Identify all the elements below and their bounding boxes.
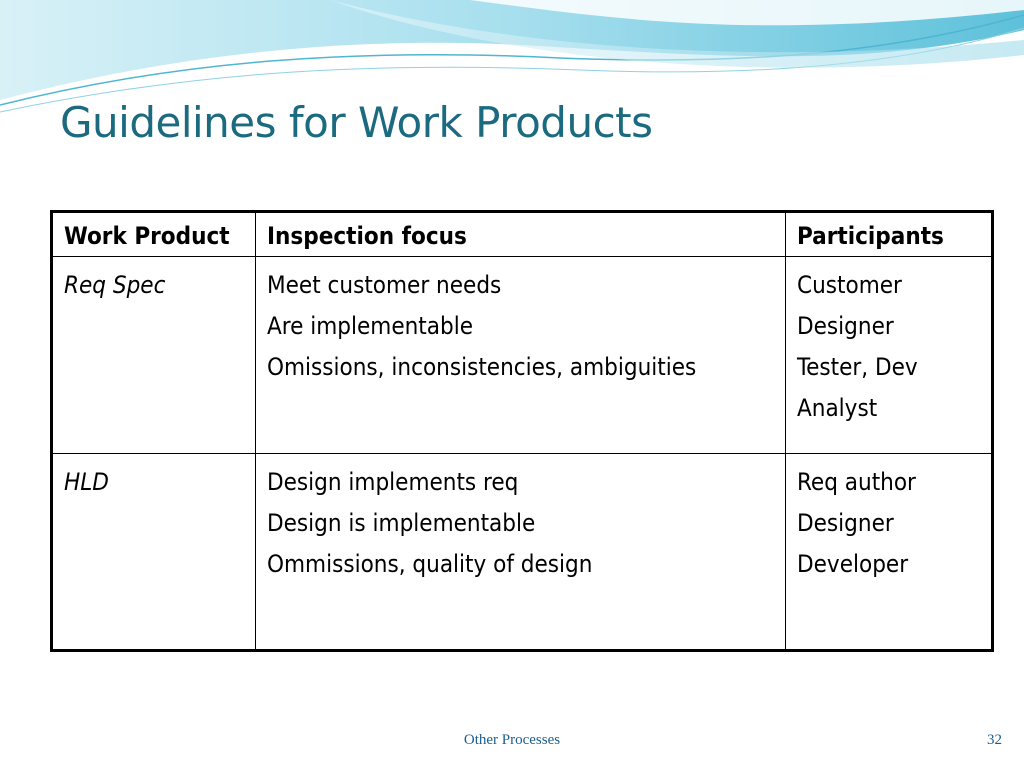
- header-participants: [786, 212, 993, 257]
- participant: Analyst: [797, 394, 878, 422]
- work-products-table: [50, 210, 994, 652]
- focus-item: Design is implementable: [267, 509, 536, 537]
- cell-participants: [786, 454, 993, 651]
- participant: Req author: [797, 468, 916, 496]
- product-name: Req Spec: [64, 271, 166, 299]
- participant: Designer: [797, 509, 894, 537]
- focus-item: Meet customer needs: [267, 271, 502, 299]
- participant: Tester, Dev: [797, 353, 918, 381]
- focus-item: Omissions, inconsistencies, ambiguities: [267, 353, 697, 381]
- header-inspection-focus-label: Inspection focus: [267, 222, 467, 250]
- table-row: [52, 454, 993, 651]
- cell-focus: [256, 257, 786, 454]
- participant: Customer: [797, 271, 902, 299]
- product-name: HLD: [64, 468, 109, 496]
- slide-title: Guidelines for Work Products: [60, 98, 653, 147]
- slide-number: 32: [987, 732, 1002, 748]
- cell-product: [52, 257, 256, 454]
- header-inspection-focus: [256, 212, 786, 257]
- participant: Developer: [797, 550, 909, 578]
- table-row: [52, 257, 993, 454]
- footer-section-name: Other Processes: [463, 732, 561, 748]
- cell-product: [52, 454, 256, 651]
- cell-focus: [256, 454, 786, 651]
- focus-item: Design implements req: [267, 468, 519, 496]
- cell-participants: [786, 257, 993, 454]
- table-header-row: [52, 212, 993, 257]
- header-work-product: [52, 212, 256, 257]
- header-work-product-label: Work Product: [64, 222, 230, 250]
- header-participants-label: Participants: [797, 222, 944, 250]
- participant: Designer: [797, 312, 894, 340]
- focus-item: Are implementable: [267, 312, 473, 340]
- focus-item: Ommissions, quality of design: [267, 550, 593, 578]
